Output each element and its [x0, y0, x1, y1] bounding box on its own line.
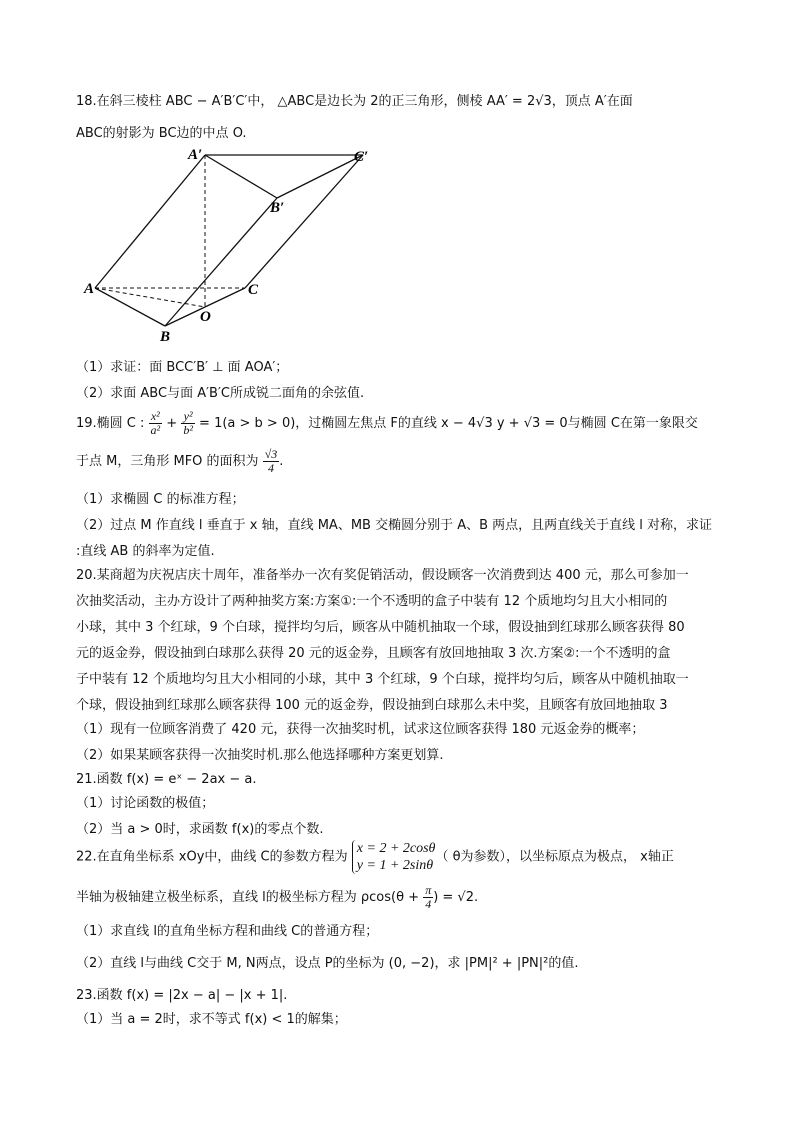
problem-20-question-1: （1）现有一位顾客消费了 420 元，获得一次抽奖时机，试求这位顾客获得 180 元返金券的概率；: [76, 722, 645, 737]
parametric-eq-x: x = 2 + 2cosθ: [356, 841, 436, 856]
hidden-edges: [95, 155, 245, 307]
prism-edges: [95, 155, 363, 326]
label-c-prime: C′: [354, 149, 369, 165]
edge-b-bprime: [165, 198, 277, 326]
p19-lead: 19.椭圆 C :: [76, 416, 149, 431]
problem-20-line-2: 次抽奖活动，主办方设计了两种抽奖方案:方案①:一个不透明的盒子中装有 12 个质地均匀且大小相同的: [76, 594, 668, 609]
problem-20-line-4: 元的返金券，假设抽到白球那么获得 20 元的返金券，且顾客有放回地抽取 3 次.方案②:一个不透明的盒: [76, 646, 671, 661]
edge-c-cprime: [245, 155, 363, 288]
fraction-y2-b2: [181, 410, 195, 437]
parametric-eq-y: y = 1 + 2sinθ: [356, 858, 434, 873]
prism-figure: [80, 143, 390, 348]
fraction-denominator: 4: [267, 461, 274, 475]
problem-20-line-6: 个球，假设抽到红球那么顾客获得 100 元的返金券，假设抽到白球那么未中奖，且顾客有放回地抽取 3: [76, 698, 668, 713]
problem-20-line-1: 20.某商超为庆祝店庆十周年，准备举办一次有奖促销活动，假设顾客一次消费到达 400 元，那么可参加一: [76, 568, 689, 583]
problem-21-question-1: （1）讨论函数的极值；: [76, 796, 215, 811]
p22-line1-rest: （ θ为参数），以坐标原点为极点， x轴正: [435, 849, 674, 865]
problem-18-question-2: （2）求面 ABC与面 A′B′C所成锐二面角的余弦值.: [76, 386, 365, 401]
problem-18-line-2: ABC的射影为 BC边的中点 O.: [76, 126, 247, 141]
problem-21-question-2: （2）当 a > 0时，求函数 f(x)的零点个数.: [76, 822, 324, 837]
problem-20-line-5: 子中装有 12 个质地均匀且大小相同的小球，其中 3 个红球，9 个白球，搅拌均匀后，顾客从中随机抽取一: [76, 672, 689, 687]
parametric-system: [352, 840, 436, 874]
problem-19-question-2-line-2: :直线 AB 的斜率为定值.: [76, 544, 215, 559]
p22-line2-lead: 半轴为极轴建立极坐标系，直线 l的极坐标方程为 ρcos(θ +: [76, 890, 424, 905]
fraction-sqrt3-4: [263, 448, 280, 475]
edge-a-aprime: [95, 155, 205, 288]
problem-23-line-1: 23.函数 f(x) = |2x − a| − |x + 1|.: [76, 988, 288, 1003]
problem-23-question-1: （1）当 a = 2时，求不等式 f(x) < 1的解集；: [76, 1012, 347, 1027]
p19-line2-lead: 于点 M，三角形 MFO 的面积为: [76, 454, 263, 469]
fraction-denominator: b²: [183, 423, 193, 437]
p22-line2-rest: ) = √2.: [433, 890, 479, 905]
fraction-numerator: y²: [181, 410, 195, 424]
fraction-denominator: a²: [150, 423, 161, 437]
label-c: C: [248, 282, 259, 298]
label-a: A: [84, 281, 95, 297]
problem-20-line-3: 小球，其中 3 个红球，9 个白球，搅拌均匀后，顾客从中随机抽取一个球，假设抽到红球那么顾客获得 80: [76, 620, 685, 635]
fraction-numerator: x²: [149, 410, 163, 424]
fraction-denominator: 4: [425, 897, 432, 911]
fraction-x2-a2: [149, 410, 163, 437]
problem-19-line-2: [76, 448, 283, 475]
edge-aprime-bprime: [205, 155, 277, 198]
label-b: B: [160, 329, 171, 345]
fraction-numerator: √3: [264, 447, 278, 461]
label-a-prime: A′: [188, 147, 203, 163]
fraction-numerator: π: [425, 883, 432, 897]
problem-22-question-1: （1）求直线 l的直角坐标方程和曲线 C的普通方程；: [76, 924, 379, 939]
label-b-prime: B′: [270, 200, 285, 216]
problem-19-question-2-line-1: （2）过点 M 作直线 l 垂直于 x 轴，直线 MA、MB 交椭圆分别于 A、B 两点，且两直线关于直线 l 对称，求证: [76, 518, 713, 533]
problem-22-line-2: [76, 884, 478, 911]
plus-sign: +: [162, 416, 182, 431]
problem-19-question-1: （1）求椭圆 C 的标准方程；: [76, 492, 245, 507]
p22-lead: 22.在直角坐标系 xOy中，曲线 C的参数方程为: [76, 849, 352, 865]
problem-19-line-1: [76, 410, 698, 437]
fraction-pi-4: [423, 884, 433, 911]
problem-18-question-1: （1）求证：面 BCC′B′ ⊥ 面 AOA′；: [76, 360, 289, 375]
p19-line1-rest: = 1(a > b > 0)，过椭圆左焦点 F的直线 x − 4√3 y + √3 = 0与椭圆 C在第一象限交: [194, 416, 698, 431]
problem-18-line-1: 18.在斜三棱柱 ABC − A′B′C′中， △ABC是边长为 2的正三角形，侧棱 AA′ = 2√3，顶点 A′在面: [76, 94, 633, 109]
problem-22-question-2: （2）直线 l与曲线 C交于 M, N两点，设点 P的坐标为 (0, −2)，求 |PM|² + |PN|²的值.: [76, 956, 579, 971]
problem-21-line-1: 21.函数 f(x) = eˣ − 2ax − a.: [76, 772, 257, 787]
problem-20-question-2: （2）如果某顾客获得一次抽奖时机.那么他选择哪种方案更划算.: [76, 748, 444, 763]
period: .: [279, 454, 284, 469]
label-o: O: [200, 309, 211, 325]
problem-22-line-1: [76, 840, 674, 874]
edge-bprime-cprime: [277, 155, 363, 198]
